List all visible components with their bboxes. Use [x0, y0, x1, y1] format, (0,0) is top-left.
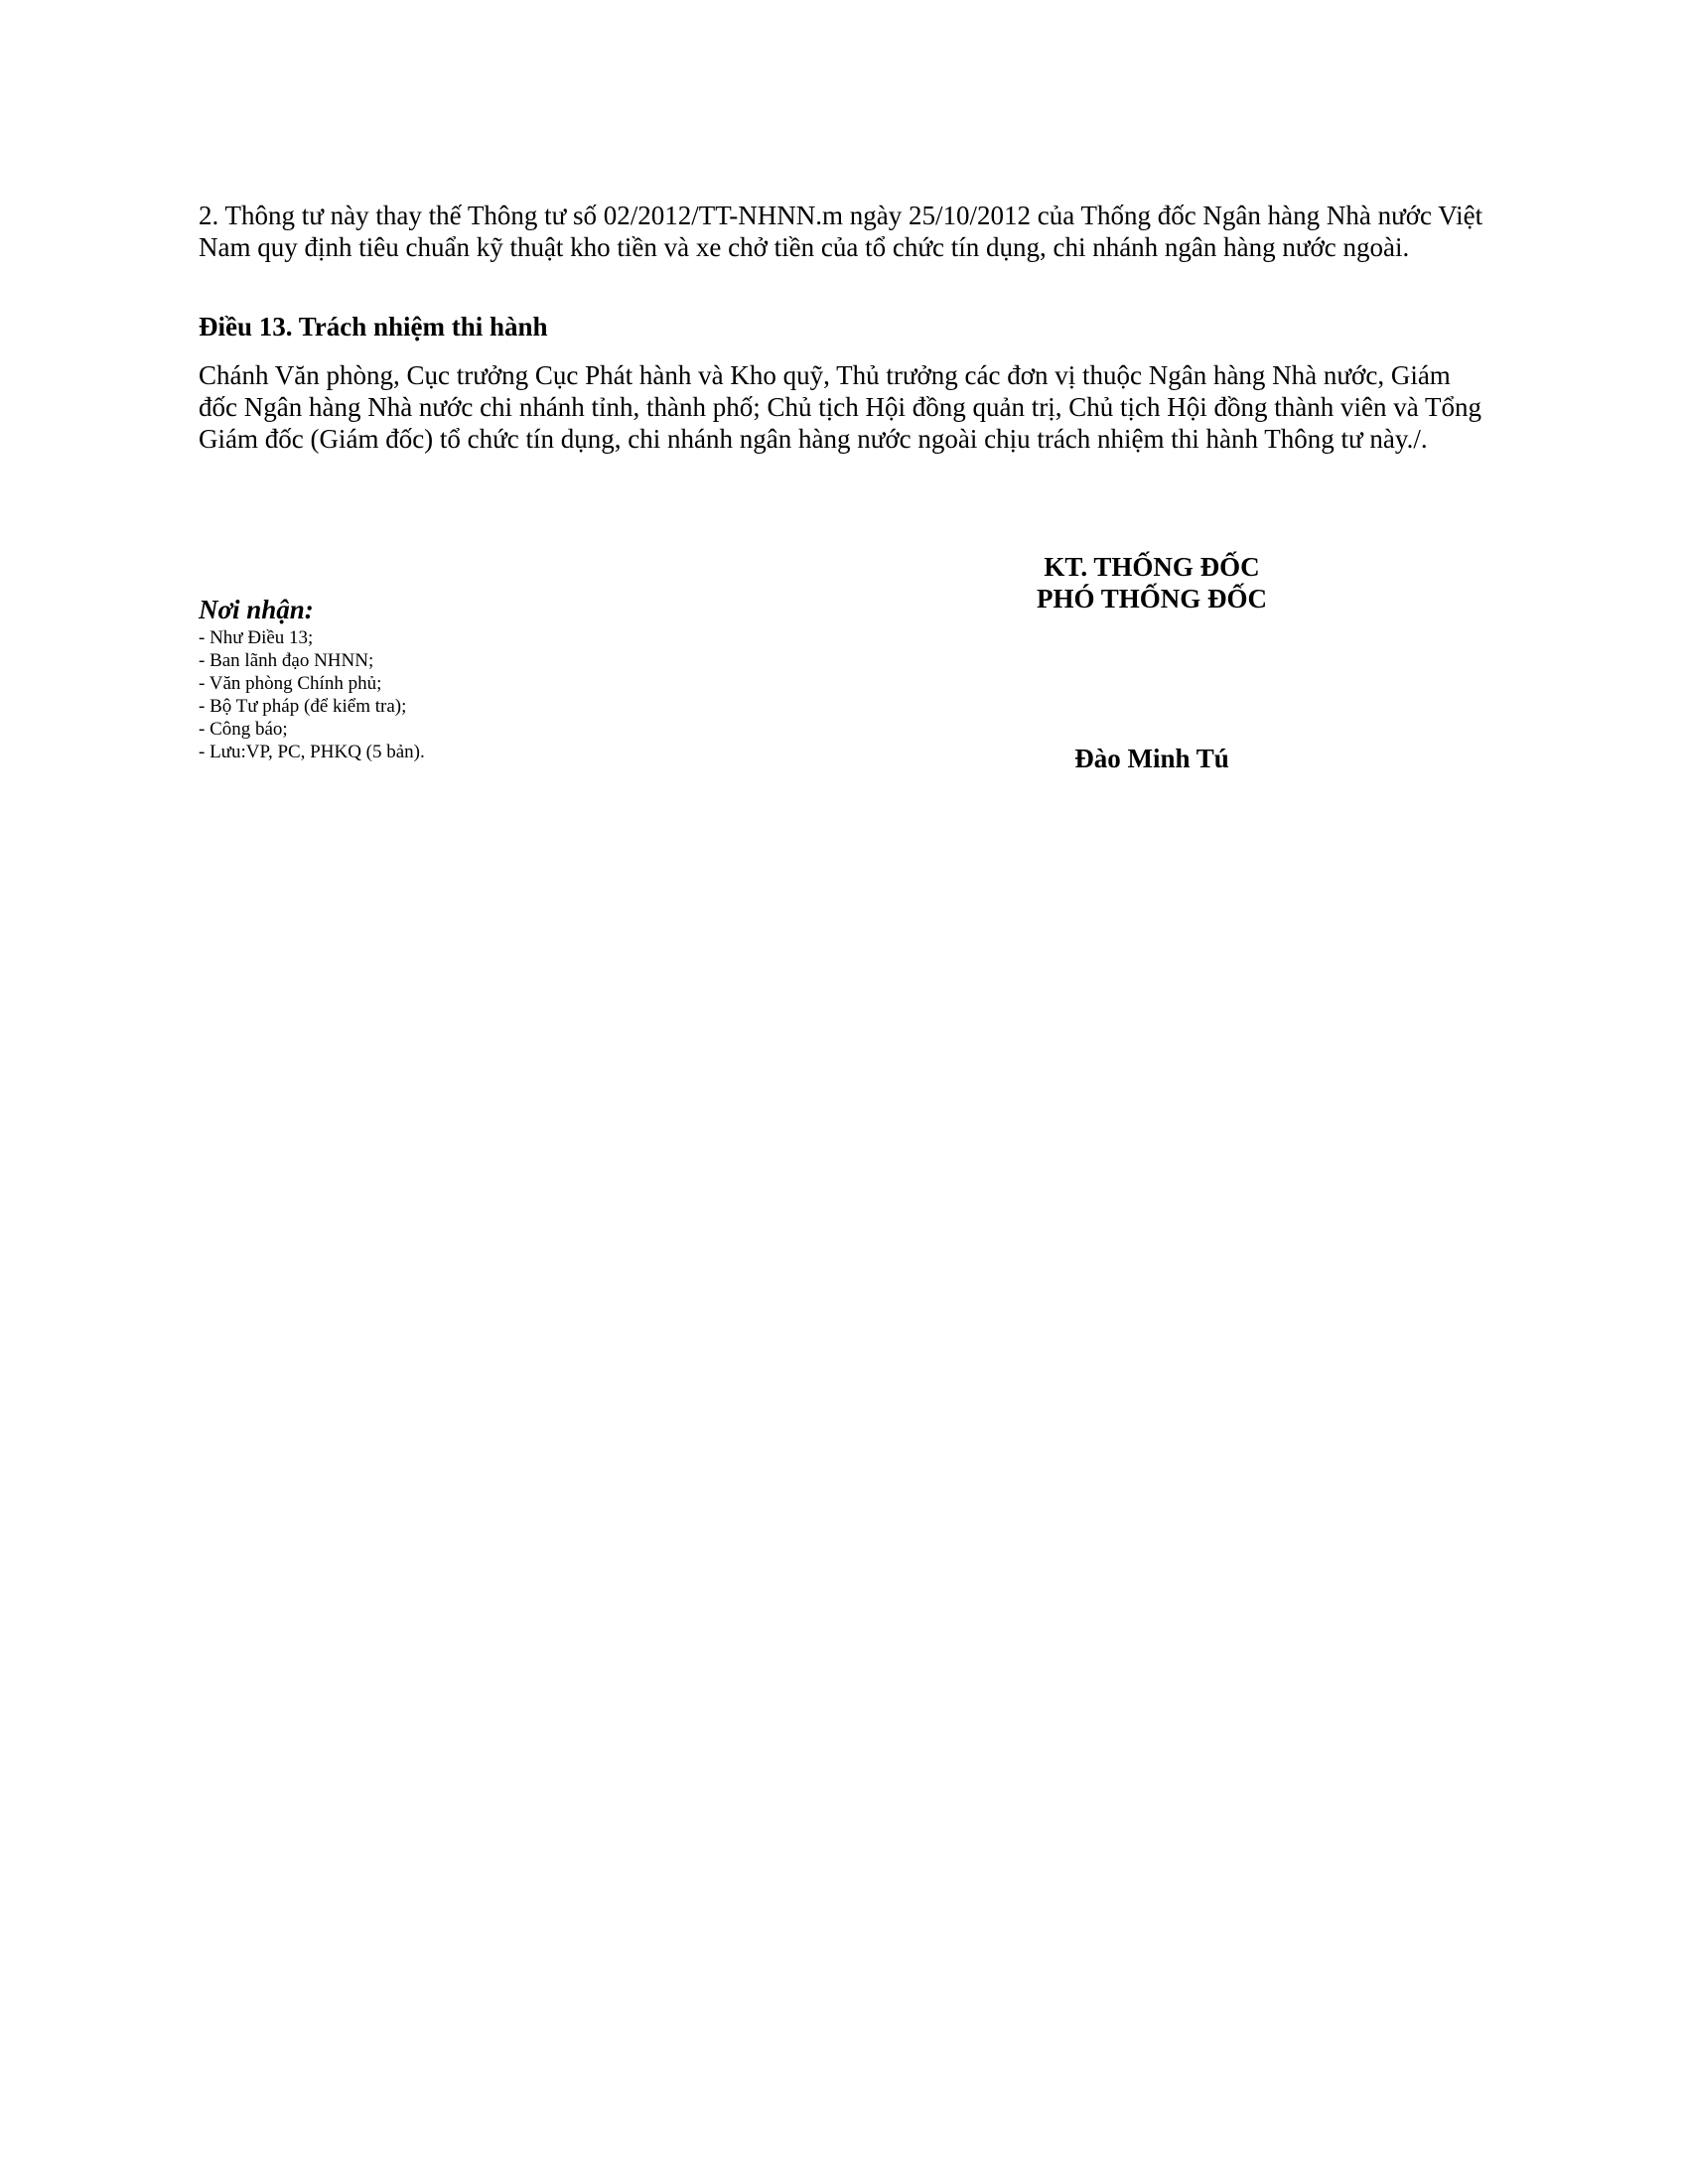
article-13-heading: Điều 13. Trách nhiệm thi hành [199, 312, 548, 341]
recipient-item: - Ban lãnh đạo NHNN; [199, 650, 374, 671]
signature-title-line2: PHÓ THỐNG ĐỐC [1036, 584, 1268, 614]
recipients-title: Nơi nhận: [199, 595, 314, 624]
signer-name: Đào Minh Tú [1074, 744, 1229, 773]
recipients-list [199, 626, 695, 763]
recipient-item: - Như Điều 13; [199, 627, 314, 648]
recipient-item: - Bộ Tư pháp (để kiểm tra); [199, 696, 407, 717]
recipient-item: - Lưu:VP, PC, PHKQ (5 bản). [199, 742, 425, 762]
article-13-body: Chánh Văn phòng, Cục trưởng Cục Phát hành và Kho quỹ, Thủ trưởng các đơn vị thuộc Ngân hàng Nhà nước, Giám đốc Ngân hàng Nhà nước chi nhánh tỉnh, thành phố; Chủ tịch Hội đồng quản trị, Chủ tịch Hội đồng thành viên và Tổng Giám đốc (Giám đốc) tổ chức tín dụng, chi nhánh ngân hàng nước ngoài chịu trách nhiệm thi hành Thông tư này./. [199, 360, 1481, 454]
signature-title-line1: KT. THỐNG ĐỐC [1044, 552, 1260, 582]
paragraph-2: 2. Thông tư này thay thế Thông tư số 02/2012/TT-NHNN.m ngày 25/10/2012 của Thống đốc Ngân hàng Nhà nước Việt Nam quy định tiêu chuẩn kỹ thuật kho tiền và xe chở tiền của tổ chức tín dụng, chi nhánh ngân hàng nước ngoài. [199, 201, 1483, 262]
recipient-item: - Văn phòng Chính phủ; [199, 673, 382, 694]
recipients-block [199, 594, 695, 763]
signature-block [953, 551, 1350, 614]
recipient-item: - Công báo; [199, 719, 288, 740]
